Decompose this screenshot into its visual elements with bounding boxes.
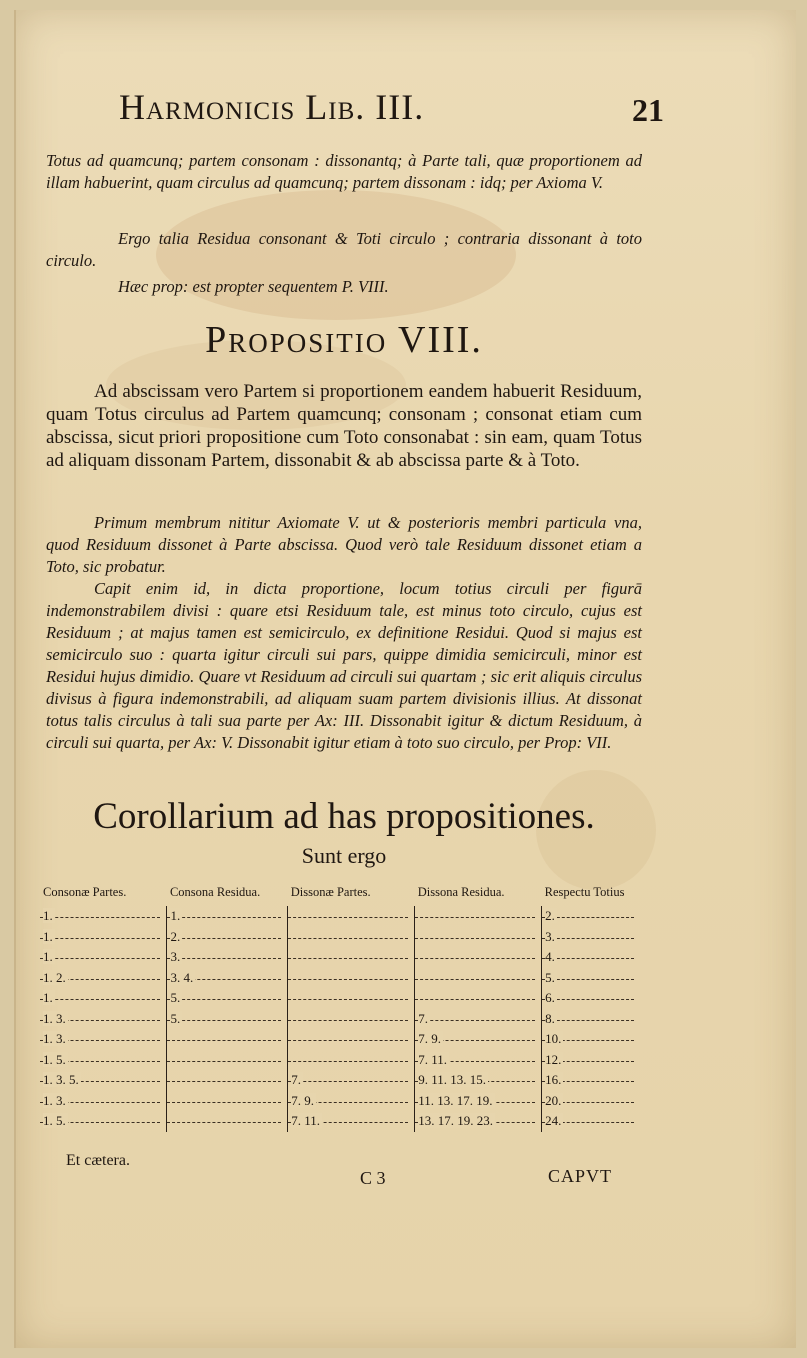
table-cell xyxy=(167,1009,288,1030)
cell-value: 12. xyxy=(545,1051,562,1067)
table-cell xyxy=(542,1111,640,1132)
table-cell xyxy=(40,906,167,927)
column-header: Respectu Totius xyxy=(544,885,625,899)
table-cell xyxy=(167,1029,288,1050)
cell-value: 1. 2. xyxy=(43,969,66,985)
cell-value: 1. 5. xyxy=(43,1113,66,1129)
cell-value: 1. xyxy=(170,908,181,924)
table-cell xyxy=(40,947,167,968)
cell-value: 7. 11. xyxy=(418,1051,447,1067)
dash-leader xyxy=(40,999,160,1000)
dash-leader xyxy=(288,917,408,918)
cell-value: 4. xyxy=(545,949,555,965)
cell-value: 7. xyxy=(291,1072,302,1088)
table-row xyxy=(40,1111,640,1132)
dash-leader xyxy=(288,1081,408,1082)
dash-leader xyxy=(167,938,281,939)
table-cell xyxy=(288,1070,415,1091)
proposition-heading: Propositio VIII. xyxy=(205,319,483,361)
table-header-row xyxy=(40,885,640,906)
table-cell xyxy=(288,1111,415,1132)
table-row xyxy=(40,968,640,989)
cell-value: 11. 13. 17. 19. xyxy=(418,1092,493,1108)
intro-paragraph-1: Totus ad quamcunq; partem consonam : dissonantq; à Parte tali, quæ proportionem ad illam habuerint, quam circulus ad quamcunq; partem dissonam : idq; per Axioma V. xyxy=(46,151,642,192)
cell-value: 8. xyxy=(545,1010,555,1026)
signature-mark: C 3 xyxy=(360,1168,386,1188)
cell-value: 20. xyxy=(545,1092,562,1108)
dash-leader xyxy=(415,958,535,959)
table-cell xyxy=(415,1009,542,1030)
cell-value: 6. xyxy=(545,990,555,1006)
table-cell xyxy=(167,1091,288,1112)
cell-value: 1. xyxy=(43,908,53,924)
dash-leader xyxy=(415,938,535,939)
table-cell xyxy=(542,947,640,968)
cell-value: 16. xyxy=(545,1072,562,1088)
table-cell xyxy=(40,927,167,948)
table-cell xyxy=(542,988,640,1009)
corollary-subheading: Sunt ergo xyxy=(301,843,387,868)
dash-leader xyxy=(167,1020,281,1021)
cell-value: 5. xyxy=(170,1010,181,1026)
table-cell xyxy=(415,1111,542,1132)
cell-value: 1. 3. xyxy=(43,1092,66,1108)
table-cell xyxy=(40,1091,167,1112)
dash-leader xyxy=(288,979,408,980)
intro-paragraph-2: Ergo talia Residua consonant & Toti circulo ; contraria dissonant à toto circulo. xyxy=(46,229,642,270)
table-cell xyxy=(288,1009,415,1030)
table-cell xyxy=(415,988,542,1009)
cell-value: 3. 4. xyxy=(170,969,194,985)
dash-leader xyxy=(167,999,281,1000)
proof-paragraph-2: Capit enim id, in dicta proportione, locum totius circuli per figurā indemonstrabilem divisi : quare etsi Residuum tale, est minus toto circulo, cujus est Residuum ; at majus tamen est semicirculo, ex definitione Residui. Quod si majus est semicirculo suo : quarta igitur circuli sui pars, quippe dimidia semicirculi, minor est Residui hujus dimidio. Quare vt Residuum ad circuli sui quartam ; sic erit aliquis circulus divisus à figura indemonstrabili, ad aliquam suam partem divisionis illius. At dissonat totus talis circulus à tali sua parte per Ax: III. Dissonabit igitur & dictum Residuum, à circuli sui quarta, per Ax: V. Dissonabit igitur etiam à toto suo circulo, per Prop: VII. xyxy=(46,579,642,752)
dash-leader xyxy=(167,1102,281,1103)
table-cell xyxy=(40,988,167,1009)
table-cell xyxy=(167,1070,288,1091)
table-cell xyxy=(415,1091,542,1112)
et-cetera: Et cætera. xyxy=(66,1152,130,1169)
table-cell xyxy=(415,1029,542,1050)
dash-leader xyxy=(167,958,281,959)
table-row xyxy=(40,1050,640,1071)
dash-leader xyxy=(288,999,408,1000)
table-cell xyxy=(288,906,415,927)
cell-value: 2. xyxy=(545,908,555,924)
dash-leader xyxy=(40,958,160,959)
proposition-statement: Ad abscissam vero Partem si proportionem eandem habuerit Residuum, quam Totus circulus ad Partem quamcunq; consonam ; consonat etiam cum abscissa, sicut priori propositione cum Toto consonabat : sin eam, quam Totus ad aliquam dissonam Partem, dissonabit & ab abscissa parte & à Toto. xyxy=(46,381,642,471)
table-cell xyxy=(288,1091,415,1112)
running-head xyxy=(104,82,664,142)
table-cell xyxy=(288,968,415,989)
cell-value: 3. xyxy=(545,928,555,944)
cell-value: 1. 5. xyxy=(43,1051,66,1067)
cell-value: 7. 9. xyxy=(291,1092,315,1108)
table-cell xyxy=(542,927,640,948)
catchword: CAPVT xyxy=(548,1166,613,1186)
table-row xyxy=(40,927,640,948)
table-cell xyxy=(542,1050,640,1071)
table-cell xyxy=(40,1070,167,1091)
cell-value: 10. xyxy=(545,1031,562,1047)
dash-leader xyxy=(167,917,281,918)
table-cell xyxy=(40,1029,167,1050)
dash-leader xyxy=(288,938,408,939)
cell-value: 7. 9. xyxy=(418,1031,441,1047)
dash-leader xyxy=(167,1040,281,1041)
column-header: Consona Residua. xyxy=(169,885,261,899)
table-row xyxy=(40,1009,640,1030)
table-cell xyxy=(542,906,640,927)
table-cell xyxy=(40,1111,167,1132)
cell-value: 7. xyxy=(418,1010,428,1026)
running-head-title: Harmonicis Lib. III. xyxy=(119,87,425,127)
table-cell xyxy=(167,1050,288,1071)
table-cell xyxy=(167,927,288,948)
cell-value: 5. xyxy=(545,969,555,985)
table-cell xyxy=(415,947,542,968)
column-header: Dissona Residua. xyxy=(417,885,505,899)
dash-leader xyxy=(288,1020,408,1021)
table-cell xyxy=(167,947,288,968)
column-header: Dissonæ Partes. xyxy=(290,885,371,899)
dash-leader xyxy=(415,979,535,980)
cell-value: 9. 11. 13. 15. xyxy=(418,1072,486,1088)
cell-value: 1. 3. xyxy=(43,1031,66,1047)
table-cell xyxy=(542,968,640,989)
cell-value: 7. 11. xyxy=(291,1113,321,1129)
table-cell xyxy=(415,1070,542,1091)
table-cell xyxy=(415,968,542,989)
cell-value: 1. xyxy=(43,990,53,1006)
table-cell xyxy=(415,927,542,948)
dash-leader xyxy=(415,917,535,918)
table-cell xyxy=(542,1009,640,1030)
table-cell xyxy=(288,988,415,1009)
table-cell xyxy=(542,1029,640,1050)
table-row xyxy=(40,988,640,1009)
intro-paragraph-3: Hæc prop: est propter sequentem P. VIII. xyxy=(118,277,389,296)
table-row xyxy=(40,1029,640,1050)
table-cell xyxy=(542,1070,640,1091)
table-row xyxy=(40,1070,640,1091)
cell-value: 1. xyxy=(43,949,53,965)
table-cell xyxy=(288,927,415,948)
table-cell xyxy=(288,1029,415,1050)
cell-value: 3. xyxy=(170,949,181,965)
cell-value: 1. 3. xyxy=(43,1010,66,1026)
table-cell xyxy=(167,1111,288,1132)
table-cell xyxy=(415,906,542,927)
dash-leader xyxy=(288,958,408,959)
table-cell xyxy=(542,1091,640,1112)
dash-leader xyxy=(40,938,160,939)
table-row xyxy=(40,947,640,968)
cell-value: 5. xyxy=(170,990,181,1006)
dash-leader xyxy=(415,1020,535,1021)
table-cell xyxy=(288,947,415,968)
dash-leader xyxy=(167,1122,281,1123)
table-row xyxy=(40,1091,640,1112)
corollary-heading: Corollarium ad has propositiones. xyxy=(93,796,595,837)
table-cell xyxy=(167,906,288,927)
table-cell xyxy=(167,968,288,989)
dash-leader xyxy=(288,1061,408,1062)
cell-value: 1. 3. 5. xyxy=(43,1072,79,1088)
dash-leader xyxy=(167,1061,281,1062)
cell-value: 2. xyxy=(170,928,181,944)
dash-leader xyxy=(167,1081,281,1082)
dash-leader xyxy=(288,1040,408,1041)
dash-leader xyxy=(40,917,160,918)
table-cell xyxy=(288,1050,415,1071)
page-number: 21 xyxy=(632,92,664,128)
table-cell xyxy=(40,1050,167,1071)
column-header: Consonæ Partes. xyxy=(43,885,127,899)
cell-value: 24. xyxy=(545,1113,562,1129)
table-cell xyxy=(167,988,288,1009)
cell-value: 1. xyxy=(43,928,53,944)
table-cell xyxy=(40,1009,167,1030)
table-cell xyxy=(40,968,167,989)
dash-leader xyxy=(415,999,535,1000)
table-cell xyxy=(415,1050,542,1071)
consonance-table xyxy=(40,885,640,1132)
cell-value: 13. 17. 19. 23. xyxy=(418,1113,493,1129)
table-row xyxy=(40,906,640,927)
proof-paragraph-1: Primum membrum nititur Axiomate V. ut & posterioris membri particula vna, quod Residuum dissonet à Parte abscissa. Quod verò tale Residuum dissonet etiam a Toto, sic probatur. xyxy=(46,513,642,576)
